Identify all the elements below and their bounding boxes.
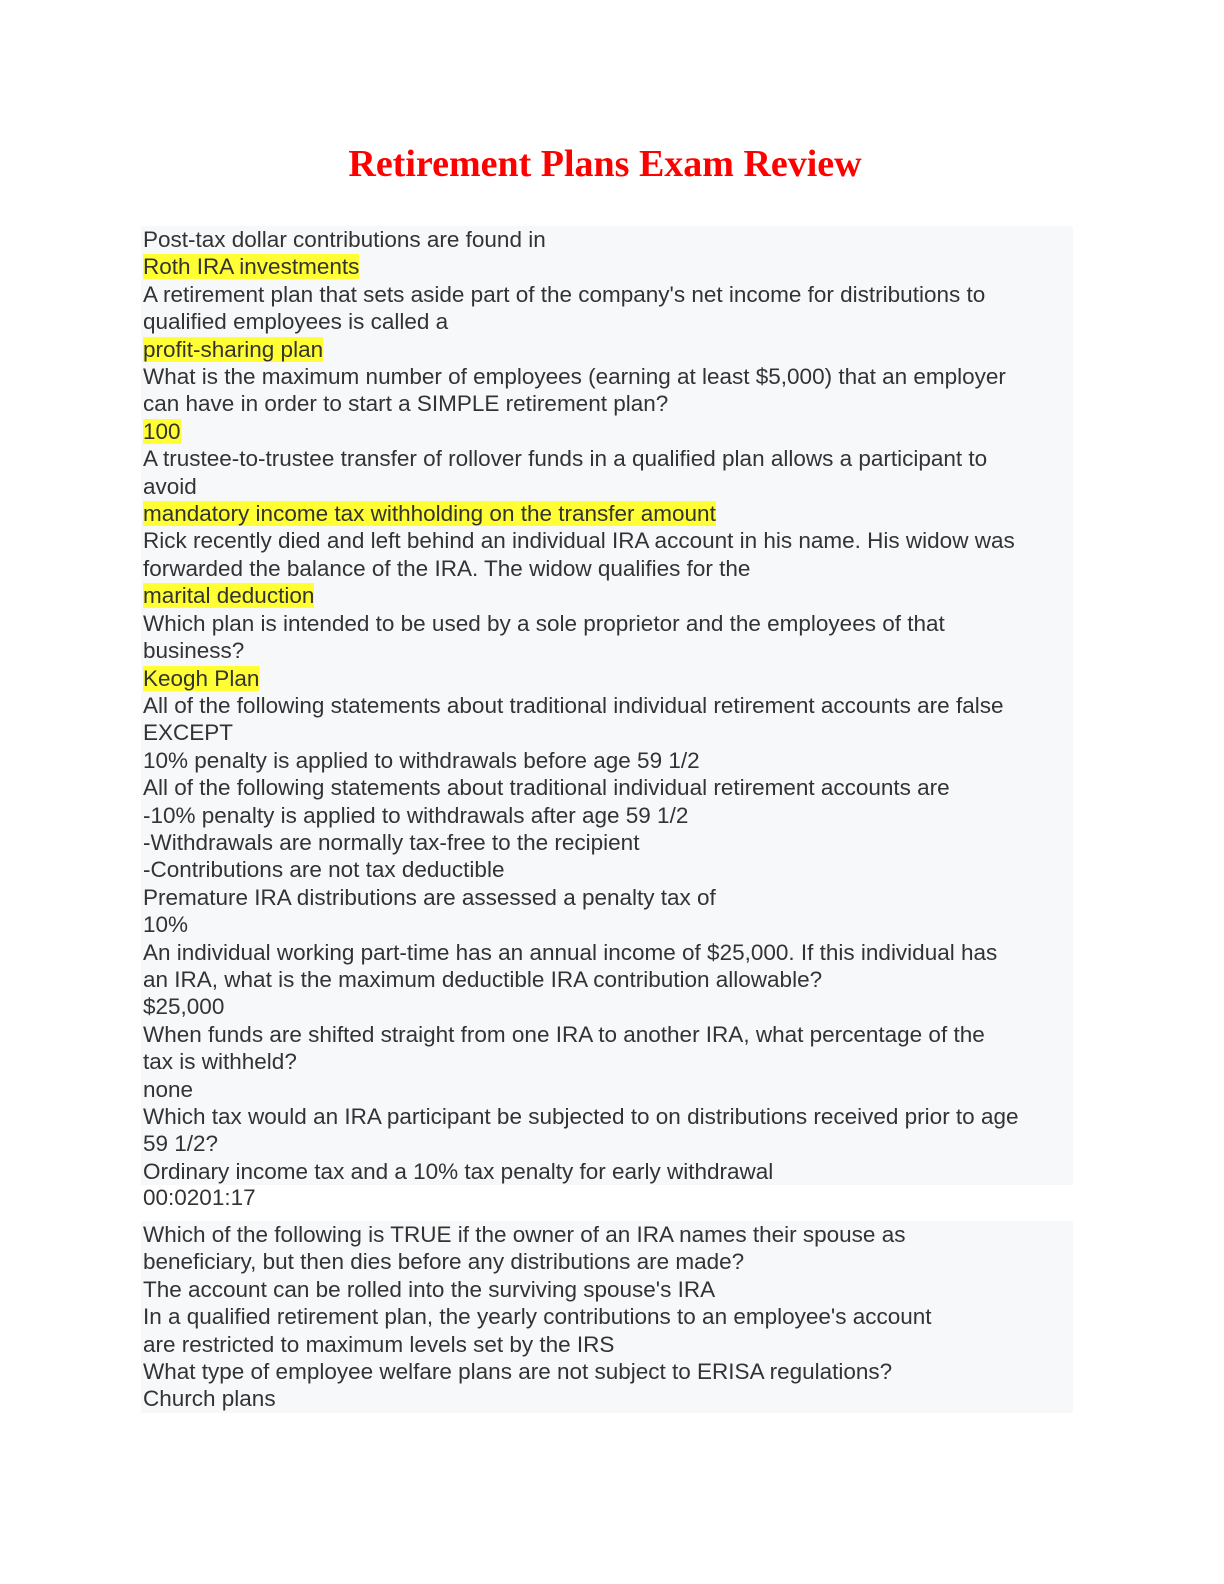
line-text: beneficiary, but then dies before any distributions are made? xyxy=(143,1249,745,1275)
line-text: What type of employee welfare plans are not subject to ERISA regulations? xyxy=(143,1359,893,1385)
line-text: All of the following statements about traditional individual retirement accounts are false xyxy=(143,692,1004,718)
line-text: Which plan is intended to be used by a sole proprietor and the employees of that xyxy=(143,610,945,636)
text-line xyxy=(143,1385,1073,1412)
answer-text: Keogh Plan xyxy=(143,665,260,691)
line-text: $25,000 xyxy=(143,994,225,1020)
text-line xyxy=(143,719,1073,746)
line-text: All of the following statements about traditional individual retirement accounts are xyxy=(143,775,950,801)
highlighted-answer-line xyxy=(143,582,1073,609)
answer-text: mandatory income tax withholding on the transfer amount xyxy=(143,501,716,527)
line-text: In a qualified retirement plan, the yearly contributions to an employee's account xyxy=(143,1304,932,1330)
text-line xyxy=(143,445,1073,472)
answer-text: marital deduction xyxy=(143,583,315,609)
text-line xyxy=(143,473,1073,500)
line-text: Post-tax dollar contributions are found in xyxy=(143,227,546,252)
text-line xyxy=(143,281,1073,308)
line-text: can have in order to start a SIMPLE retirement plan? xyxy=(143,391,669,417)
text-line xyxy=(143,1248,1073,1275)
text-line xyxy=(143,1358,1073,1385)
text-line xyxy=(143,774,1073,801)
qa-block-1 xyxy=(141,226,1073,1185)
text-line xyxy=(143,555,1073,582)
line-text: Premature IRA distributions are assessed a penalty tax of xyxy=(143,884,716,910)
text-line xyxy=(143,1158,1073,1185)
text-line xyxy=(143,802,1073,829)
line-text: Ordinary income tax and a 10% tax penalty for early withdrawal xyxy=(143,1158,774,1184)
qa-block-2 xyxy=(141,1221,1073,1413)
answer-text: profit-sharing plan xyxy=(143,336,324,362)
line-text: An individual working part-time has an annual income of $25,000. If this individual has xyxy=(143,939,998,965)
text-line xyxy=(143,939,1073,966)
text-line xyxy=(143,390,1073,417)
highlighted-answer-line xyxy=(143,253,1073,280)
page-title: Retirement Plans Exam Review xyxy=(348,143,862,185)
highlighted-answer-line xyxy=(143,336,1073,363)
line-text: -10% penalty is applied to withdrawals after age 59 1/2 xyxy=(143,802,689,828)
timestamp: 00:0201:17 xyxy=(143,1185,256,1210)
line-text: avoid xyxy=(143,473,197,499)
text-line xyxy=(143,527,1073,554)
text-line xyxy=(143,911,1073,938)
line-text: Church plans xyxy=(143,1386,276,1412)
text-line xyxy=(143,1021,1073,1048)
text-line xyxy=(143,1221,1073,1248)
line-text: 59 1/2? xyxy=(143,1131,219,1157)
text-line xyxy=(143,747,1073,774)
line-text: tax is withheld? xyxy=(143,1049,297,1075)
line-text: 10% xyxy=(143,912,189,938)
text-line xyxy=(143,1276,1073,1303)
text-line xyxy=(143,884,1073,911)
text-line xyxy=(143,637,1073,664)
line-text: A retirement plan that sets aside part of the company's net income for distributions to xyxy=(143,281,986,307)
answer-text: Roth IRA investments xyxy=(143,254,360,280)
line-text: qualified employees is called a xyxy=(143,309,449,335)
highlighted-answer-line xyxy=(143,418,1073,445)
highlighted-answer-line xyxy=(143,500,1073,527)
line-text: What is the maximum number of employees (earning at least $5,000) that an employer xyxy=(143,364,1006,390)
line-text: an IRA, what is the maximum deductible IRA contribution allowable? xyxy=(143,966,823,992)
line-text: none xyxy=(143,1076,194,1102)
text-line xyxy=(143,692,1073,719)
text-line xyxy=(143,1076,1073,1103)
text-line xyxy=(143,1303,1073,1330)
line-text: are restricted to maximum levels set by the IRS xyxy=(143,1331,615,1357)
line-text: Which of the following is TRUE if the owner of an IRA names their spouse as xyxy=(143,1222,906,1247)
text-line xyxy=(143,363,1073,390)
text-line xyxy=(143,1103,1073,1130)
line-text: business? xyxy=(143,638,245,664)
line-text: Rick recently died and left behind an individual IRA account in his name. His widow was xyxy=(143,528,1015,554)
answer-text: 100 xyxy=(143,418,181,444)
line-text: Which tax would an IRA participant be subjected to on distributions received prior to age xyxy=(143,1104,1019,1129)
line-text: The account can be rolled into the surviving spouse's IRA xyxy=(143,1276,716,1302)
line-text: -Contributions are not tax deductible xyxy=(143,857,505,883)
line-text: -Withdrawals are normally tax-free to the recipient xyxy=(143,829,640,855)
text-line xyxy=(143,966,1073,993)
line-text: forwarded the balance of the IRA. The widow qualifies for the xyxy=(143,555,751,581)
line-text: EXCEPT xyxy=(143,720,234,746)
line-text: When funds are shifted straight from one IRA to another IRA, what percentage of the xyxy=(143,1021,985,1047)
text-line xyxy=(143,1048,1073,1075)
text-line xyxy=(143,610,1073,637)
text-line xyxy=(143,829,1073,856)
text-line xyxy=(143,993,1073,1020)
text-line xyxy=(143,308,1073,335)
text-line xyxy=(143,226,1073,253)
line-text: 10% penalty is applied to withdrawals before age 59 1/2 xyxy=(143,747,700,773)
text-line xyxy=(143,1130,1073,1157)
highlighted-answer-line xyxy=(143,665,1073,692)
line-text: A trustee-to-trustee transfer of rollover funds in a qualified plan allows a participant to xyxy=(143,446,988,472)
text-line xyxy=(143,856,1073,883)
text-line xyxy=(143,1331,1073,1358)
